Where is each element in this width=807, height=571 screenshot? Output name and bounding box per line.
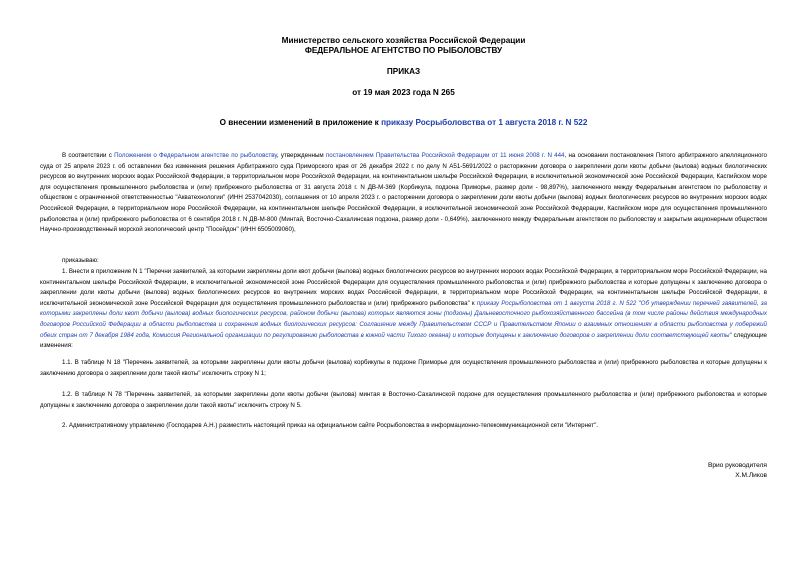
orders-label: приказываю:	[62, 257, 99, 264]
item-2-paragraph: 2. Административному управлению (Господарев А.Н.) разместить настоящий приказ на официальном сайте Росрыболовства в информационно-телекоммуникационной сети "Интернет".	[62, 422, 599, 429]
document-type: ПРИКАЗ	[386, 67, 421, 76]
order-522-title: "Об утверждении перечней заявителей, за которыми закреплены доли квот добычи (вылова) водных биологических ресурсов, районом добычи (вылова) которых являются зоны (подзоны) Дальневосточного рыбохозяйственного бассейна (в том числе районы действия международных договоров Российской Федерации в области рыболовства и сохранения водных биологических ресурсов: Соглашение между Правительством СССР и Правительством Японии о взаимных отношениях в области рыболовства у побережий обеих стран от 7 декабря 1984 года, Комиссия Региональной организации по регулированию рыболовства в южной части Тихого океана) и которые допущены к заключению договоров о закреплении доли соответствующей квоты"	[40, 299, 767, 339]
signatory-name: Х.М.Ликов	[735, 472, 767, 479]
preamble-paragraph	[40, 151, 767, 236]
item-1-1-paragraph: 1.1. В таблице N 18 "Перечень заявителей, за которыми закреплены доли квоты добычи (вылова) корбикулы в подзоне Приморье для осуществления промышленного рыболовства и (или) прибрежного рыболовства и которые допущены к заключению договора о закреплении доли такой квоты" исключить строку N 1;	[40, 359, 767, 377]
item-1-2-paragraph: 1.2. В таблице N 78 "Перечень заявителей, за которыми закреплены доли квоты добычи (вылова) минтая в Восточно-Сахалинской подзоне для осуществления промышленного рыболовства и (или) прибрежного рыболовства и которые допущены к заключению договора о закреплении доли такой квоты" исключить строку N 5.	[40, 391, 767, 409]
title-order-link[interactable]: приказу Росрыболовства от 1 августа 2018 г. N 522	[381, 118, 588, 127]
agency-name: ФЕДЕРАЛЬНОЕ АГЕНТСТВО ПО РЫБОЛОВСТВУ	[304, 46, 503, 55]
item-1-tail: следующие изменения:	[40, 331, 767, 350]
preamble-text-3: , на основании постановления Пятого арбитражного апелляционного суда от 25 апреля 2023 г. об оставлении без изменения решения Арбитражного суда Приморского края от 26 декабря 2022 г. по делу N А51-5691/2022 о расторжении договора о закреплении доли квоты добычи (вылова) водных биологических ресурсов во внутренних морских водах Российской Федерации, в территориальном море Российской Федерации, на континентальном шельфе Российской Федерации, в исключительной экономической зоне Российской Федерации, Каспийском море для осуществления промышленного рыболовства и (или) прибрежного рыболовства от 31 августа 2018 г. N ДВ-М-369 (Корбикула, подзона Приморье, размер доли - 98,897%), заключенного между Федеральным агентством по рыболовству и обществом с ограниченной ответственностью "Акватехнологии" (ИНН 2537042030), соглашения от 10 апреля 2023 г. о расторжении договора о закреплении доли квоты добычи (вылова) водных биологических ресурсов во внутренних морских водах Российской Федерации, в территориальном море Российской Федерации, на континентальном шельфе Российской Федерации, в исключительной экономической зоне Российской Федерации, Каспийском море для осуществления промышленного рыболовства и (или) прибрежного рыболовства от 6 сентября 2018 г. N ДВ-М-800 (Минтай, Восточно-Сахалинская подзона, размер доли - 0,649%), заключенного между Федеральным агентством по рыболовству и закрытым акционерным обществом Научно-производственный морской экологический центр "Посейдон" (ИНН 6505009060),	[40, 152, 767, 234]
ministry-name: Министерство сельского хозяйства Российской Федерации	[281, 36, 526, 45]
government-decree-link[interactable]: постановлением Правительства Российской Федерации от 11 июня 2008 г. N 444	[325, 152, 565, 159]
preamble-text-2: , утвержденным	[276, 152, 326, 159]
document-title	[0, 118, 807, 128]
item-1-paragraph	[40, 267, 767, 352]
title-text: О внесении изменений в приложение к	[219, 118, 382, 127]
document-date-number: от 19 мая 2023 года N 265	[352, 88, 455, 97]
order-522-link[interactable]: приказу Росрыболовства от 1 августа 2018 г. N 522	[476, 299, 637, 307]
regulation-link[interactable]: Положением о Федеральном агентстве по рыболовству	[114, 152, 277, 159]
preamble-text-1: В соответствии с	[62, 152, 115, 159]
item-1-text: 1. Внести в приложение N 1 "Перечни заявителей, за которыми закреплены доли квот добычи (вылова) водных биологических ресурсов во внутренних морских водах Российской Федерации, в территориальном море Российской Федерации, на континентальном шельфе Российской Федерации, в исключительной экономической зоне Российской Федерации для осуществления промышленного рыболовства и (или) прибрежного рыболовства и которые допущены к заключению договора о закреплении доли квоты добычи (вылова) водных биологических ресурсов во внутренних морских водах Российской Федерации, в территориальном море Российской Федерации, на континентальном шельфе Российской Федерации, в исключительной экономической зоне Российской Федерации для осуществления промышленного рыболовства и (или) прибрежного рыболовства" к	[40, 268, 767, 307]
signatory-role: Врио руководителя	[707, 462, 767, 469]
